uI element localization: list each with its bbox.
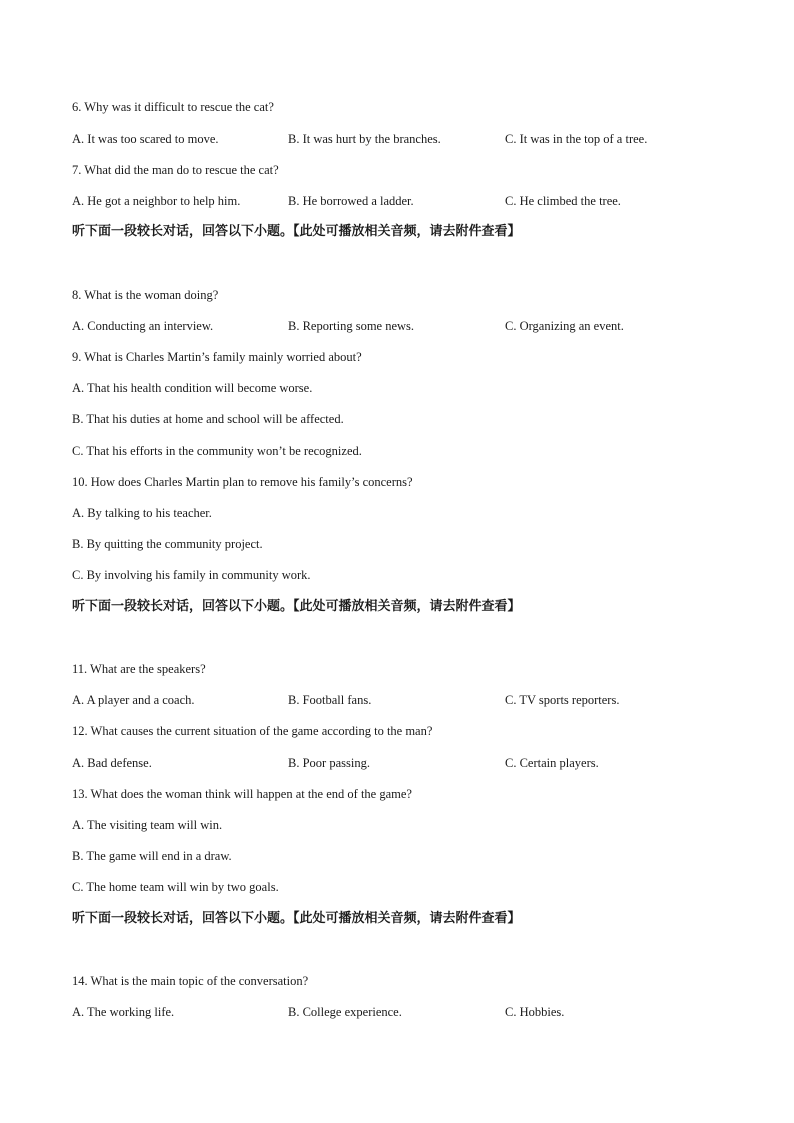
question-9: 9. What is Charles Martin’s family mainly worried about? bbox=[72, 350, 362, 364]
question-6: 6. Why was it difficult to rescue the cat? bbox=[72, 100, 274, 114]
option-b: B. Poor passing. bbox=[288, 756, 370, 770]
question-13-option-c: C. The home team will win by two goals. bbox=[72, 880, 279, 894]
option-a: A. The working life. bbox=[72, 1005, 175, 1019]
option-c: C. TV sports reporters. bbox=[505, 693, 620, 707]
option-b: B. He borrowed a ladder. bbox=[288, 194, 414, 208]
option-a: A. Bad defense. bbox=[72, 756, 152, 770]
listening-notice: 听下面一段较长对话，回答以下小题。【此处可播放相关音频，请去附件查看】 bbox=[72, 911, 521, 926]
option-c: C. Hobbies. bbox=[505, 1005, 565, 1019]
question-10-option-b: B. By quitting the community project. bbox=[72, 537, 263, 551]
question-14: 14. What is the main topic of the conversation? bbox=[72, 974, 309, 988]
option-c: C. It was in the top of a tree. bbox=[505, 132, 648, 146]
option-a: A. It was too scared to move. bbox=[72, 132, 219, 146]
option-b: B. Reporting some news. bbox=[288, 319, 415, 333]
question-13-option-a: A. The visiting team will win. bbox=[72, 818, 223, 832]
question-10-option-c: C. By involving his family in community work. bbox=[72, 568, 311, 582]
question-12: 12. What causes the current situation of the game according to the man? bbox=[72, 724, 433, 738]
question-10-option-a: A. By talking to his teacher. bbox=[72, 506, 212, 520]
question-12-options bbox=[72, 755, 732, 771]
question-6-options bbox=[72, 131, 732, 147]
question-14-options bbox=[72, 1004, 732, 1020]
question-11-options bbox=[72, 692, 732, 708]
question-8-options bbox=[72, 318, 732, 334]
option-a: A. A player and a coach. bbox=[72, 693, 195, 707]
question-7: 7. What did the man do to rescue the cat? bbox=[72, 163, 279, 177]
option-b: B. College experience. bbox=[288, 1005, 402, 1019]
question-9-option-b: B. That his duties at home and school will be affected. bbox=[72, 412, 344, 426]
option-c: C. He climbed the tree. bbox=[505, 194, 621, 208]
question-8: 8. What is the woman doing? bbox=[72, 288, 219, 302]
question-11: 11. What are the speakers? bbox=[72, 662, 206, 676]
question-13: 13. What does the woman think will happen at the end of the game? bbox=[72, 787, 412, 801]
listening-notice: 听下面一段较长对话，回答以下小题。【此处可播放相关音频，请去附件查看】 bbox=[72, 599, 521, 614]
question-9-option-a: A. That his health condition will become worse. bbox=[72, 381, 313, 395]
option-b: B. It was hurt by the branches. bbox=[288, 132, 441, 146]
option-c: C. Organizing an event. bbox=[505, 319, 624, 333]
option-a: A. He got a neighbor to help him. bbox=[72, 194, 241, 208]
option-a: A. Conducting an interview. bbox=[72, 319, 214, 333]
question-10: 10. How does Charles Martin plan to remove his family’s concerns? bbox=[72, 475, 413, 489]
listening-notice: 听下面一段较长对话，回答以下小题。【此处可播放相关音频，请去附件查看】 bbox=[72, 224, 521, 239]
option-b: B. Football fans. bbox=[288, 693, 372, 707]
question-9-option-c: C. That his efforts in the community won’t be recognized. bbox=[72, 444, 362, 458]
question-7-options bbox=[72, 193, 732, 209]
question-13-option-b: B. The game will end in a draw. bbox=[72, 849, 232, 863]
option-c: C. Certain players. bbox=[505, 756, 599, 770]
